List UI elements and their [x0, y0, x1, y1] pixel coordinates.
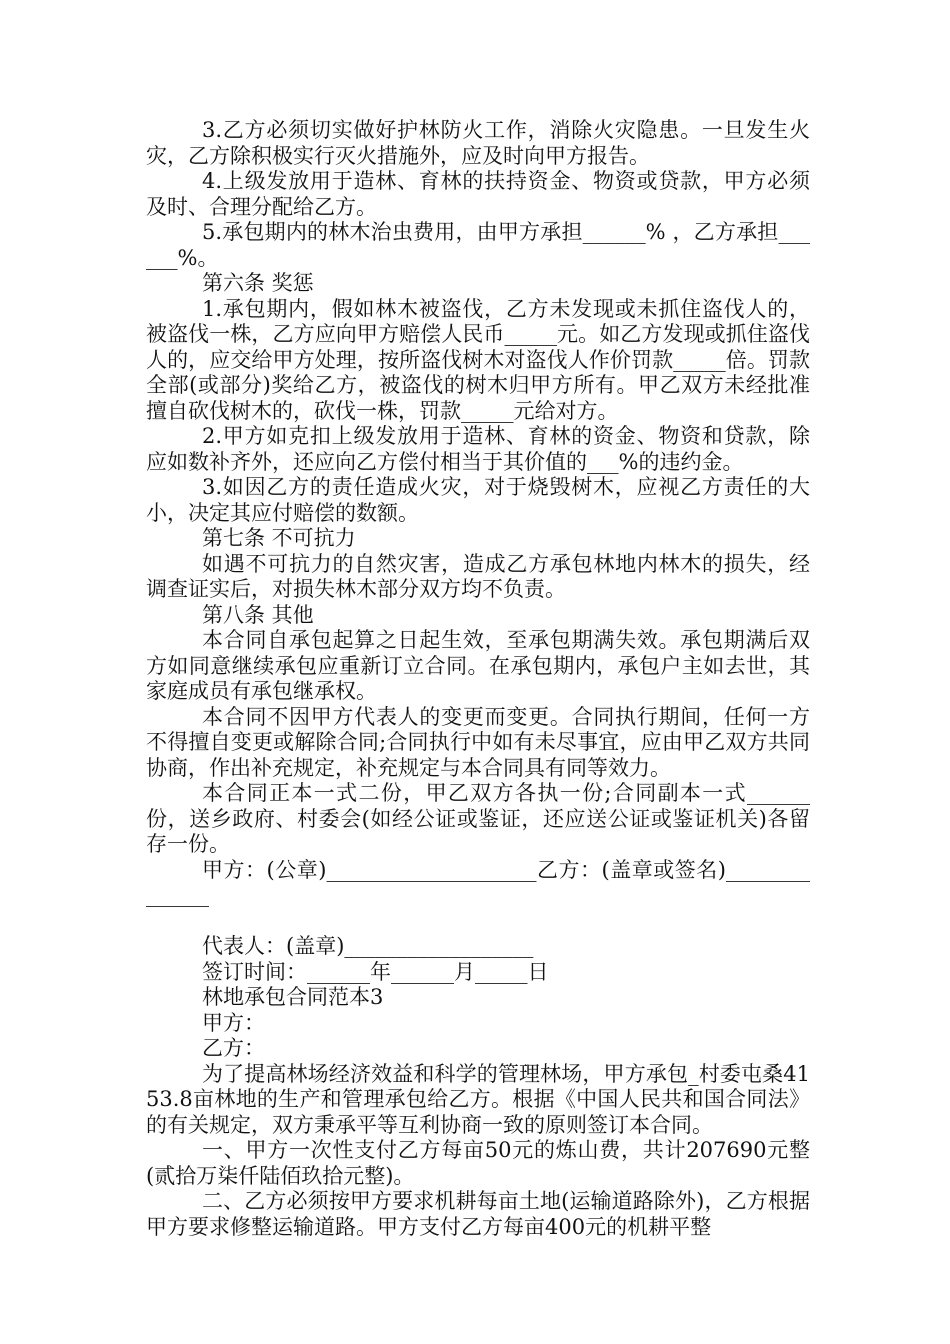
clause-5-3-paragraph: 3.乙方必须切实做好护林防火工作，消除火灾隐患。一旦发生火灾，乙方除积极实行灭火措施外，应及时向甲方报告。: [146, 118, 810, 168]
clause-5-5-paragraph: 5.承包期内的林木治虫费用，由甲方承担______% ，乙方承担______%。: [146, 220, 810, 270]
party-b-line: 乙方：: [202, 1036, 265, 1060]
representative-line: 代表人：(盖章)__________________: [202, 934, 534, 958]
signing-date-line: 签订时间：______年______月_____日: [202, 959, 549, 984]
party-a-line: 甲方：: [202, 1010, 265, 1035]
item-1-paragraph: 一、甲方一次性支付乙方每亩50元的炼山费，共计207690元整(贰拾万柒仟陆佰玖拾元整)。: [146, 1138, 810, 1188]
preamble-paragraph: 为了提高林场经济效益和科学的管理林场，甲方承包_村委屯桑4153.8亩林地的生产和管理承包给乙方。根据《中国人民共和国合同法》的有关规定，双方秉承平等互利协商一致的原则签订本合同。: [146, 1061, 810, 1137]
copies-paragraph: 本合同正本一式二份，甲乙双方各执一份;合同副本一式______份，送乡政府、村委会(如经公证或鉴证，还应送公证或鉴证机关)各留存一份。: [146, 781, 810, 856]
clause-5-4-paragraph: 4.上级发放用于造林、育林的扶持资金、物资或贷款，甲方必须及时、合理分配给乙方。: [146, 169, 810, 219]
item-2-paragraph: 二、乙方必须按甲方要求机耕每亩土地(运输道路除外)，乙方根据甲方要求修整运输道路。甲方支付乙方每亩400元的机耕平整: [146, 1189, 810, 1239]
force-majeure-paragraph: 如遇不可抗力的自然灾害，造成乙方承包林地内林木的损失，经调查证实后，对损失林木部分双方均不负责。: [146, 551, 810, 601]
clause-6-2-paragraph: 2.甲方如克扣上级发放用于造林、育林的资金、物资和贷款，除应如数补齐外，还应向乙方偿付相当于其价值的___%的违约金。: [146, 424, 810, 474]
clause-6-1-paragraph: 1.承包期内，假如林木被盗伐，乙方未发现或未抓住盗伐人的，被盗伐一株，乙方应向甲方赔偿人民币_____元。如乙方发现或抓住盗伐人的，应交给甲方处理，按所盗伐树木对盗伐人作价罚款_____倍。罚款全部(或部分)奖给乙方，被盗伐的树木归甲方所有。甲乙双方未经批准擅自砍伐树木的，砍伐一株，罚款_____元给对方。: [146, 296, 810, 423]
article-7-heading: 第七条 不可抗力: [202, 526, 356, 550]
template-3-title: 林地承包合同范本3: [202, 985, 384, 1009]
no-change-paragraph: 本合同不因甲方代表人的变更而变更。合同执行期间，任何一方不得擅自变更或解除合同;合同执行中如有未尽事宜，应由甲乙双方共同协商，作出补充规定，补充规定与本合同具有同等效力。: [146, 704, 810, 780]
article-6-heading: 第六条 奖惩: [202, 271, 314, 295]
effective-term-paragraph: 本合同自承包起算之日起生效，至承包期满失效。承包期满后双方如同意继续承包应重新订立合同。在承包期内，承包户主如去世，其家庭成员有承包继承权。: [146, 628, 810, 703]
clause-6-3-paragraph: 3.如因乙方的责任造成火灾，对于烧毁树木，应视乙方责任的大小，决定其应付赔偿的数额。: [146, 475, 810, 525]
blank-line: [146, 909, 810, 935]
document-page: [146, 118, 810, 1240]
article-8-heading: 第八条 其他: [202, 602, 314, 627]
signature-parties-line: 甲方：(公章)____________________乙方：(盖章或签名)______________: [146, 857, 810, 907]
